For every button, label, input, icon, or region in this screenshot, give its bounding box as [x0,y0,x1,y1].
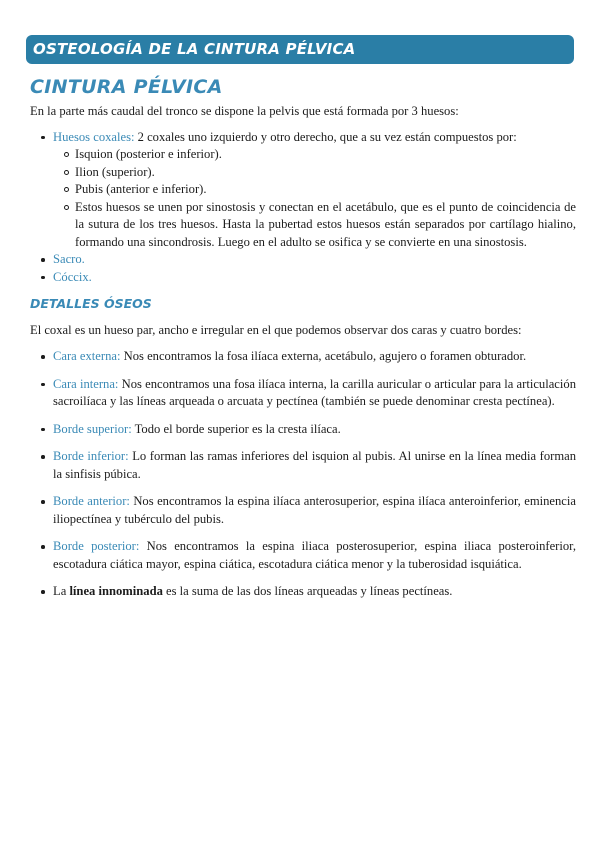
term-cara-externa: Cara externa: [53,349,121,363]
term-borde-inferior: Borde inferior: [53,449,129,463]
term-linea-innominada: línea innominada [69,584,163,598]
cara-externa-text: Nos encontramos la fosa ilíaca externa, acetábulo, agujero o foramen obturador. [120,349,527,363]
intro-paragraph: En la parte más caudal del tronco se dispone la pelvis que está formada por 3 huesos: [30,104,459,118]
coxales-sublist [53,146,576,251]
section-title: CINTURA PÉLVICA [30,76,223,98]
list-item-borde-superior [30,421,576,439]
innominada-pre: La [53,584,70,598]
borde-anterior-text: Nos encontramos la espina ilíaca anterosuperior, espina ilíaca anteroinferior, eminencia iliopectínea y tubérculo del pubis. [53,494,576,526]
cara-interna-text: Nos encontramos una fosa ilíaca interna, la carilla auricular o articular para la articulación sacroilíaca y las líneas arqueada o arcuata y pectínea (también se puede denominar cresta pectínea). [53,376,576,408]
list-item-borde-anterior [30,493,576,528]
term-borde-anterior: Borde anterior: [53,494,130,508]
borde-posterior-text: Nos encontramos la espina iliaca posterosuperior, espina iliaca posteroinferior, escotadura ciática mayor, espina ciática, escotadura ciática menor y la tuberosidad isquiática. [53,539,576,571]
term-sacro: Sacro. [53,252,85,266]
chapter-banner: OSTEOLOGÍA DE LA CINTURA PÉLVICA [26,35,574,64]
term-coccix: Cóccix. [53,269,92,284]
list-item-cara-interna [30,376,576,411]
innominada-text: es la suma de las dos líneas arqueadas y líneas pectíneas. [162,584,453,598]
list-item-linea-innominada [30,583,576,601]
list-item-coccix [30,269,576,287]
document-body [30,103,576,611]
sublist-item-ilion: Ilion (superior). [53,164,576,182]
coxales-text: 2 coxales uno izquierdo y otro derecho, que a su vez están compuestos por: [134,129,517,144]
details-intro: El coxal es un hueso par, ancho e irregular en el que podemos observar dos caras y cuatro bordes: [30,322,522,337]
term-borde-posterior: Borde posterior: [53,539,140,553]
list-item-borde-inferior [30,448,576,483]
term-huesos-coxales: Huesos coxales: [53,129,135,144]
sublist-item-pubis: Pubis (anterior e inferior). [53,181,576,199]
bones-list [30,129,576,287]
borde-inferior-text: Lo forman las ramas inferiores del isquion al pubis. Al unirse en la línea media forman la sinfisis púbica. [53,449,577,481]
term-cara-interna: Cara interna: [53,376,119,391]
term-borde-superior: Borde superior: [53,421,132,436]
borde-superior-text: Todo el borde superior es la cresta ilíaca. [131,421,341,436]
details-list [30,348,576,601]
list-item-coxales [30,129,576,252]
sublist-item-union: Estos huesos se unen por sinostosis y conectan en el acetábulo, que es el punto de coincidencia de la sutura de los tres huesos. Hasta la pubertad estos huesos están separados por cartílago hialino, formando una sincondrosis. Luego en el adulto se osifica y se convierte en una sinostosis. [53,199,576,252]
subsection-title: DETALLES ÓSEOS [30,296,152,311]
list-item-cara-externa [30,348,576,366]
list-item-borde-posterior [30,538,576,573]
sublist-item-isquion: Isquion (posterior e inferior). [53,146,576,164]
list-item-sacro [30,251,576,269]
